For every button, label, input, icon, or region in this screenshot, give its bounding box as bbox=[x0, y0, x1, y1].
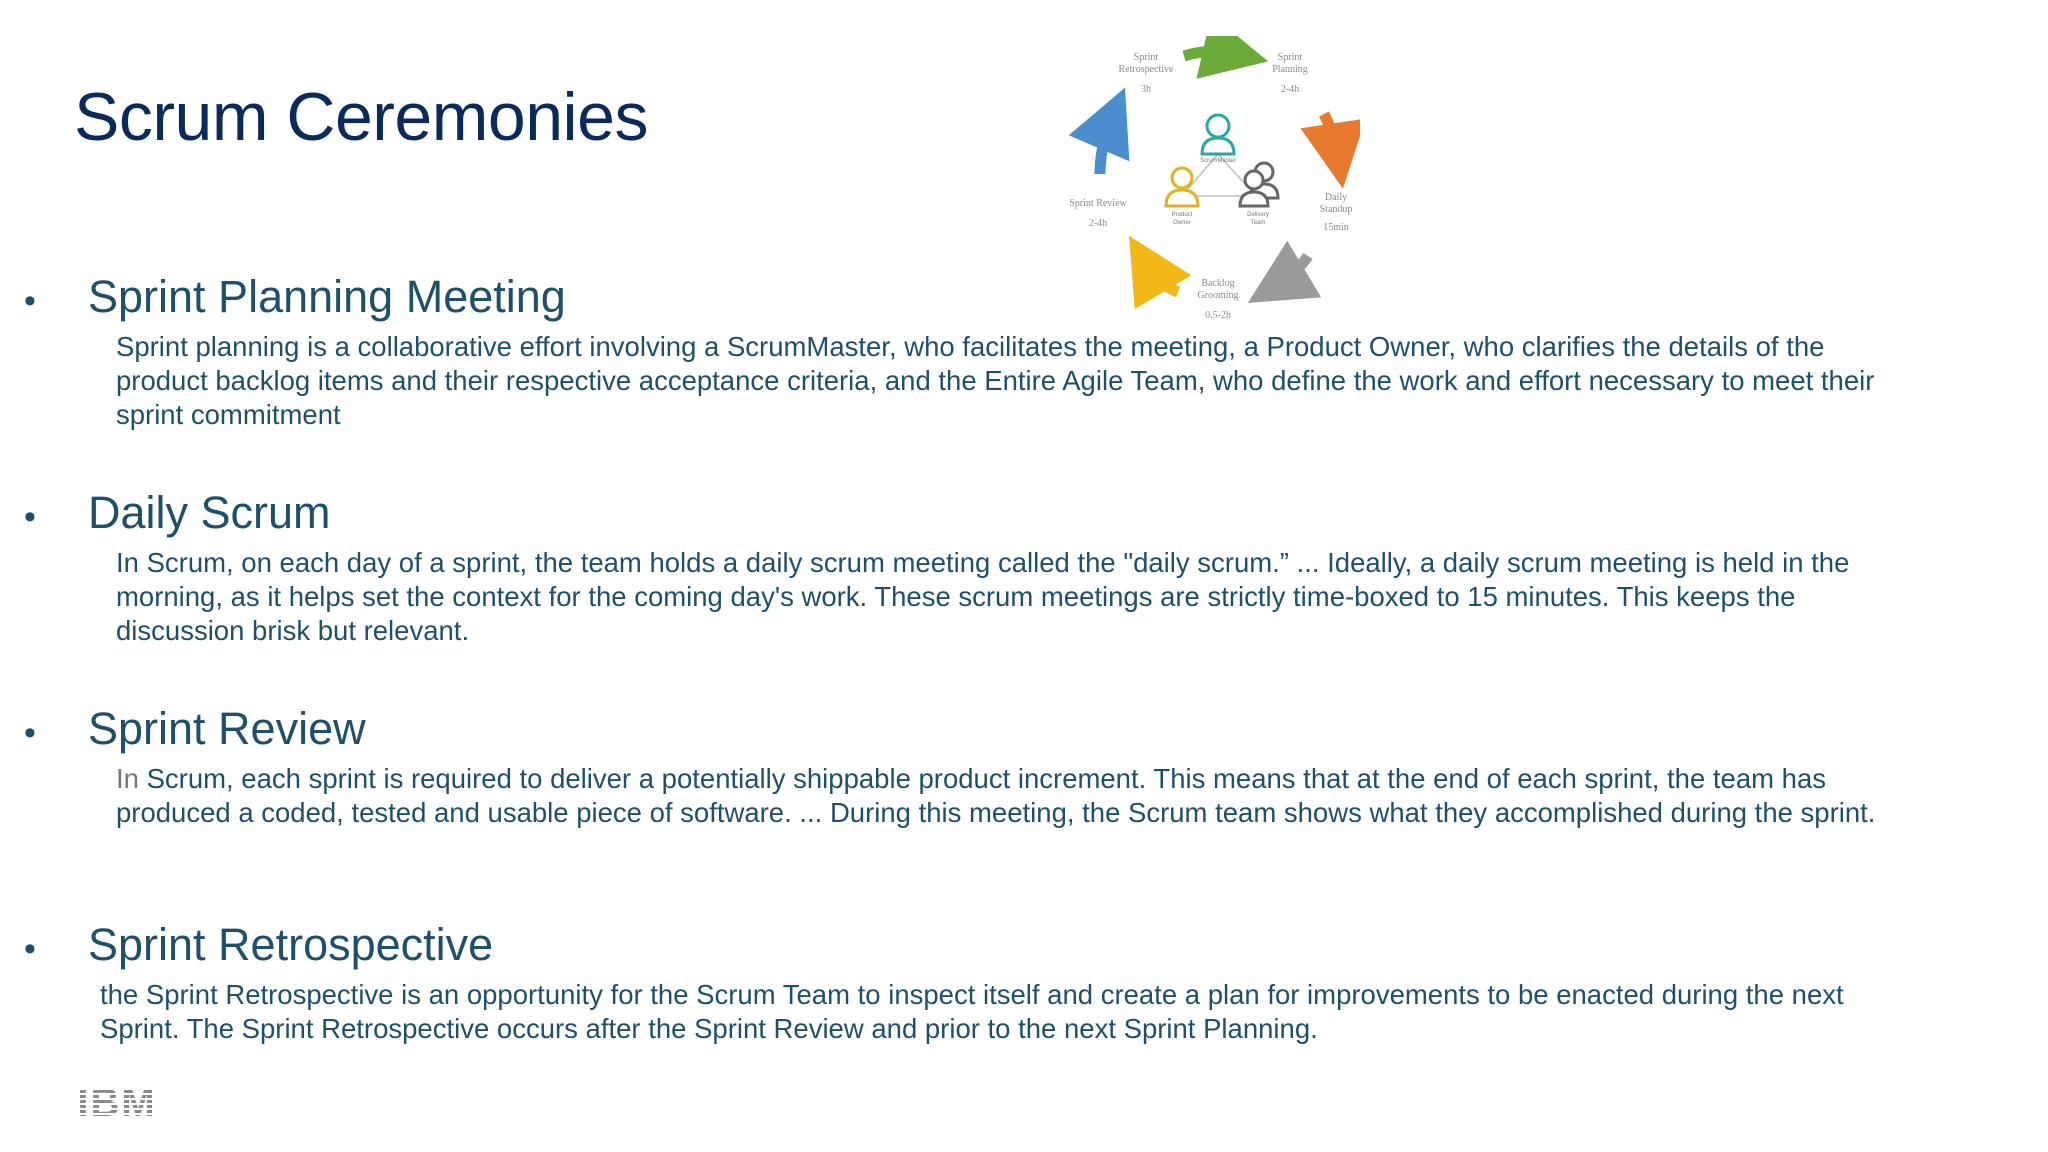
stage-review-duration: 2-4h bbox=[1088, 218, 1108, 229]
bullet: • bbox=[24, 282, 36, 320]
body-text: Sprint planning is a collaborative effort involving a ScrumMaster, who facilitates the meeting, a Product Owner, who clarifies the details of the product backlog items and their respective acceptance criteria, and the Entire Agile Team, who define the work and effort necessary to meet their sprint commitment bbox=[116, 331, 1875, 430]
section-heading: Sprint Retrospective bbox=[88, 919, 494, 970]
section-heading: Daily Scrum bbox=[88, 487, 331, 538]
role-product-owner-line1: Product bbox=[1171, 212, 1193, 218]
stage-grooming-line2: Grooming bbox=[1197, 290, 1239, 301]
stage-standup-line2: Standup bbox=[1319, 204, 1353, 215]
stage-grooming-duration: 0.5-2h bbox=[1205, 310, 1231, 321]
stage-retro-duration: 3h bbox=[1141, 84, 1151, 95]
bullet: • bbox=[24, 714, 36, 752]
stage-standup-duration: 15min bbox=[1323, 222, 1349, 233]
role-scrum-master: ScrumMaster bbox=[1200, 158, 1236, 164]
arrow-planning-to-standup bbox=[1324, 114, 1338, 156]
arrow-review-to-retro bbox=[1100, 118, 1112, 174]
stage-planning-duration: 2-4h bbox=[1280, 84, 1300, 95]
stage-standup-line1: Daily bbox=[1324, 192, 1348, 203]
scrum-cycle-diagram bbox=[1060, 36, 1360, 328]
stage-retro-line2: Retrospective bbox=[1118, 64, 1174, 75]
section-heading: Sprint Planning Meeting bbox=[88, 271, 566, 322]
section-body bbox=[100, 978, 1880, 1046]
body-lead: In bbox=[116, 763, 147, 794]
ibm-logo-text: IBM bbox=[77, 1081, 157, 1120]
ibm-logo bbox=[70, 1080, 164, 1120]
stage-planning-line1: Sprint bbox=[1277, 52, 1303, 63]
bullet: • bbox=[24, 930, 36, 968]
scrum-master-icon bbox=[1202, 115, 1234, 154]
role-product-owner-line2: Owner bbox=[1173, 220, 1191, 226]
arrow-retro-to-planning bbox=[1184, 51, 1236, 56]
stage-planning-line2: Planning bbox=[1272, 64, 1308, 75]
stage-grooming-line1: Backlog bbox=[1201, 278, 1235, 289]
section-body bbox=[116, 762, 1896, 830]
body-text: Scrum, each sprint is required to deliver a potentially shippable product increment. This means that at the end of each sprint, the team has produced a coded, tested and usable piece of software. ... During this meeting, the Scrum team shows what they accomplished during the sprint. bbox=[116, 763, 1876, 828]
slide-title: Scrum Ceremonies bbox=[74, 79, 648, 155]
section-heading: Sprint Review bbox=[88, 703, 366, 754]
stage-review-line1: Sprint Review bbox=[1069, 198, 1127, 209]
product-owner-icon bbox=[1166, 168, 1198, 206]
stage-retro-line1: Sprint bbox=[1133, 52, 1159, 63]
section-body bbox=[116, 546, 1896, 648]
arrow-standup-to-grooming bbox=[1276, 256, 1308, 286]
body-text: the Sprint Retrospective is an opportunity for the Scrum Team to inspect itself and create a plan for improvements to be enacted during the next Sprint. The Sprint Retrospective occurs after the Sprint Review and prior to the next Sprint Planning. bbox=[100, 979, 1844, 1044]
bullet: • bbox=[24, 498, 36, 536]
section-body bbox=[116, 330, 1896, 432]
delivery-team-icon bbox=[1240, 163, 1278, 206]
arrow-grooming-to-review bbox=[1146, 264, 1178, 292]
role-delivery-team-line1: Delivery bbox=[1247, 212, 1269, 218]
role-delivery-team-line2: Team bbox=[1250, 220, 1266, 226]
body-text: In Scrum, on each day of a sprint, the team holds a daily scrum meeting called the "daily scrum.” ... Ideally, a daily scrum meeting is held in the morning, as it helps set the context for the coming day's work. These scrum meetings are strictly time-boxed to 15 minutes. This keeps the discussion brisk but relevant. bbox=[116, 547, 1850, 646]
